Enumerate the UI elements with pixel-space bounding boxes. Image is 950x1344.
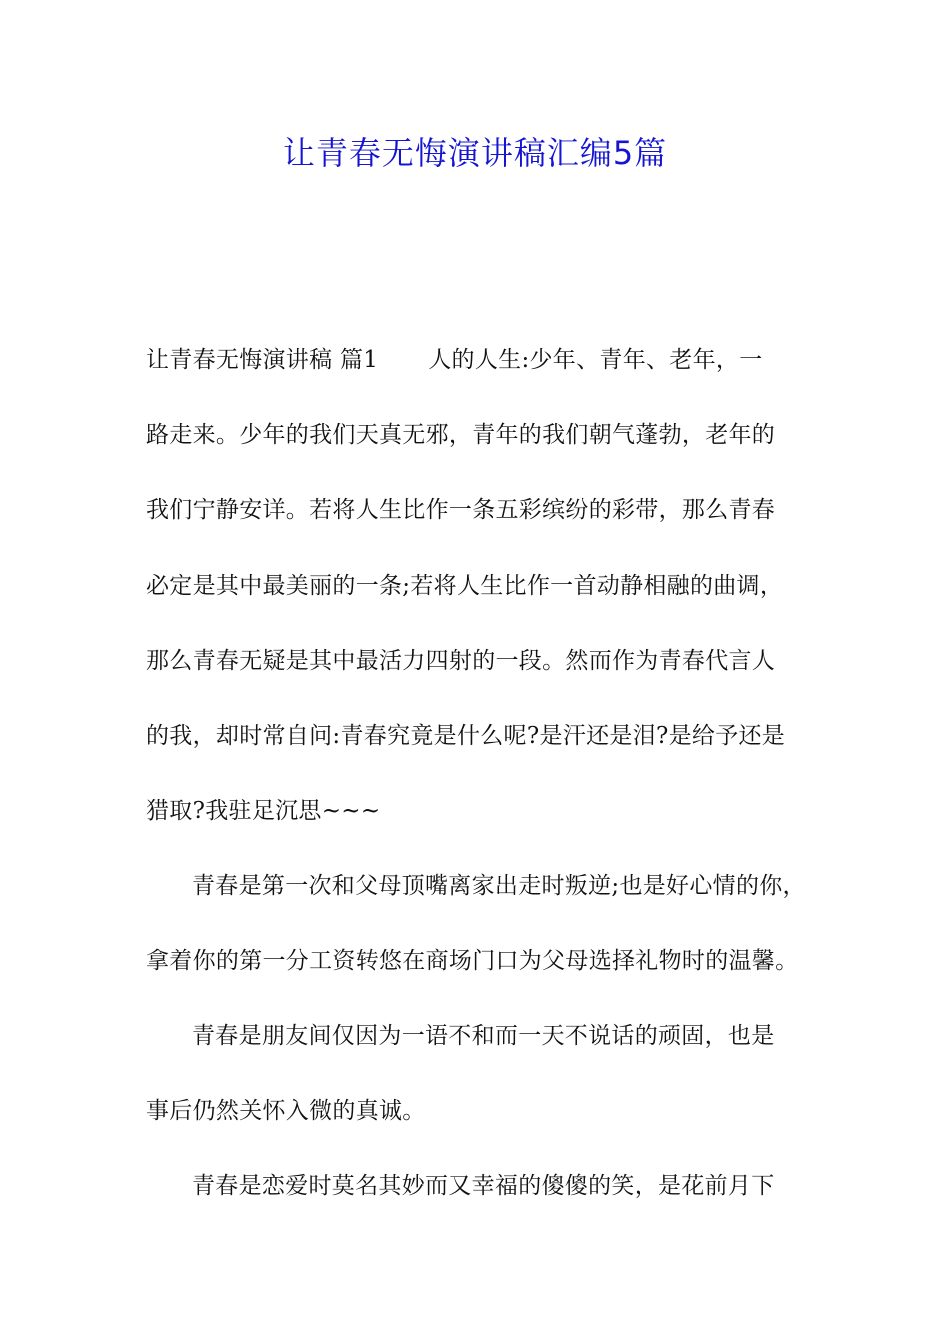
paragraph-line: 事后仍然关怀入微的真诚。 [146, 1098, 426, 1124]
section-heading: 让青春无悔演讲稿 篇1 [146, 347, 379, 373]
paragraph-line: 青春是朋友间仅因为一语不和而一天不说话的顽固，也是 [192, 1023, 775, 1049]
paragraph-line: 拿着你的第一分工资转悠在商场门口为父母选择礼物时的温馨。 [146, 948, 799, 974]
paragraph-line: 的我，却时常自问:青春究竟是什么呢?是汗还是泪?是给予还是 [146, 723, 786, 749]
paragraph-line: 必定是其中最美丽的一条;若将人生比作一首动静相融的曲调， [146, 573, 784, 599]
paragraph-line: 路走来。少年的我们天真无邪，青年的我们朝气蓬勃，老年的 [146, 422, 776, 448]
document-title: 让青春无悔演讲稿汇编5篇 [282, 134, 668, 172]
paragraph-line: 我们宁静安详。若将人生比作一条五彩缤纷的彩带，那么青春 [146, 497, 776, 523]
paragraph-line: 那么青春无疑是其中最活力四射的一段。然而作为青春代言人 [146, 648, 776, 674]
paragraph-line: 青春是恋爱时莫名其妙而又幸福的傻傻的笑，是花前月下 [192, 1173, 775, 1199]
paragraph-line [146, 342, 826, 378]
paragraph-line: 猎取?我驻足沉思~~~ [146, 798, 381, 824]
paragraph-line: 青春是第一次和父母顶嘴离家出走时叛逆;也是好心情的你， [192, 873, 806, 899]
paragraph-text: 人的人生:少年、青年、老年，一 [428, 347, 763, 373]
